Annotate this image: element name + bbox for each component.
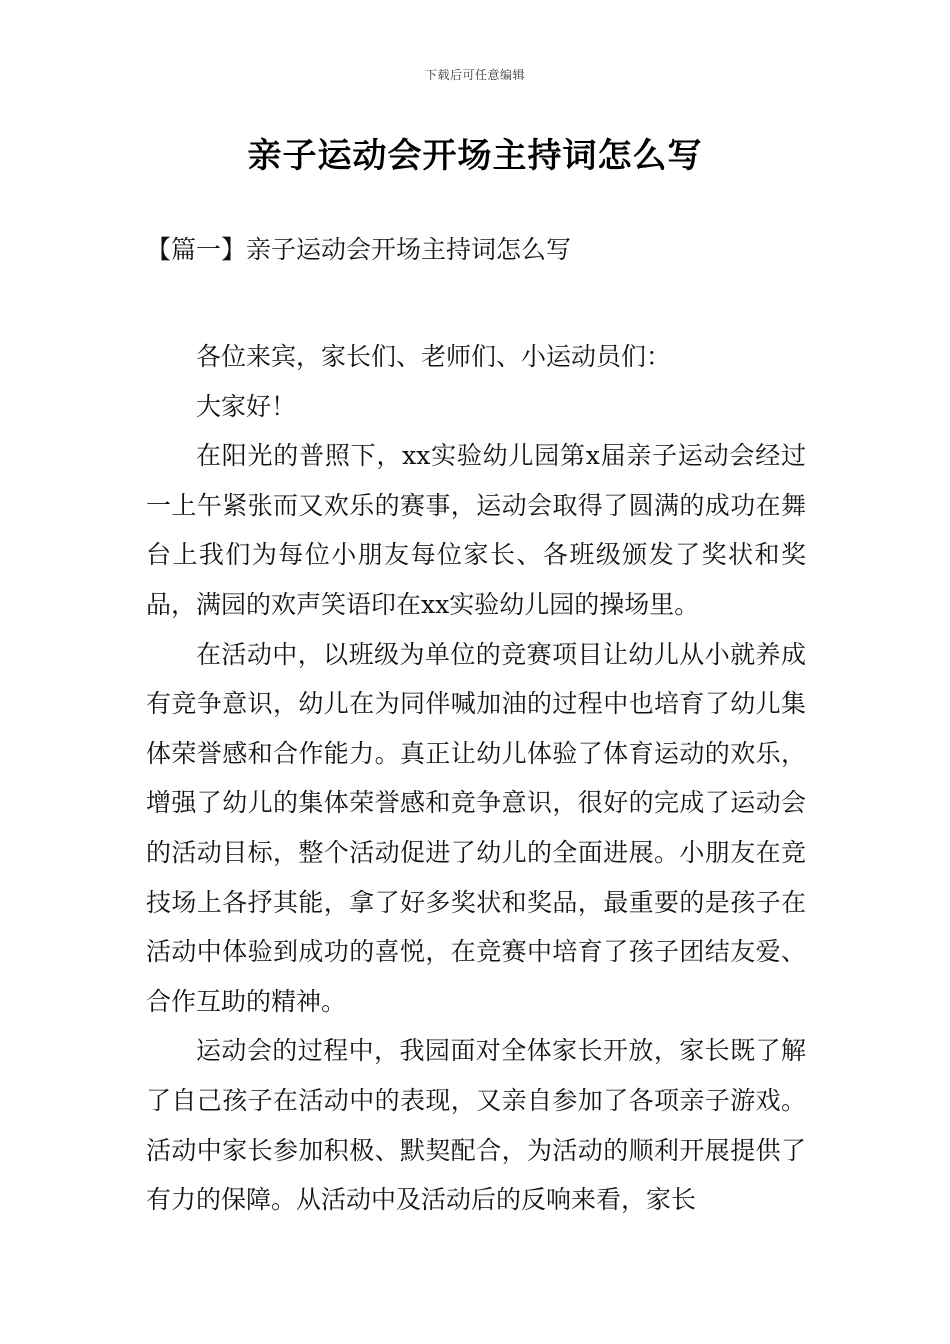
document-title: 亲子运动会开场主持词怎么写 [247,136,703,176]
header-note: 下载后可任意编辑 [424,68,525,82]
paragraph: 在阳光的普照下，xx实验幼儿园第x届亲子运动会经过一上午紧张而又欢乐的赛事，运动会取得了圆满的成功在舞台上我们为每位小朋友每位家长、各班级颁发了奖状和奖品，满园的欢声笑语印在xx实验幼儿园的操场里。 [146,441,806,619]
body-text [146,332,806,1225]
section-heading: 【篇一】亲子运动会开场主持词怎么写 [146,235,572,264]
paragraph-hello: 大家好！ [196,391,297,421]
paragraph-greeting: 各位来宾，家长们、老师们、小运动员们： [196,342,672,371]
paragraph: 运动会的过程中，我园面对全体家长开放，家长既了解了自己孩子在活动中的表现，又亲自参加了各项亲子游戏。活动中家长参加积极、默契配合，为活动的顺利开展提供了有力的保障。从活动中及活动后的反响来看，家长 [146,1036,806,1215]
paragraph: 在活动中，以班级为单位的竞赛项目让幼儿从小就养成有竞争意识，幼儿在为同伴喊加油的过程中也培育了幼儿集体荣誉感和合作能力。真正让幼儿体验了体育运动的欢乐，增强了幼儿的集体荣誉感和竞争意识，很好的完成了运动会的活动目标，整个活动促进了幼儿的全面进展。小朋友在竞技场上各抒其能，拿了好多奖状和奖品，最重要的是孩子在活动中体验到成功的喜悦，在竞赛中培育了孩子团结友爱、合作互助的精神。 [146,639,806,1016]
